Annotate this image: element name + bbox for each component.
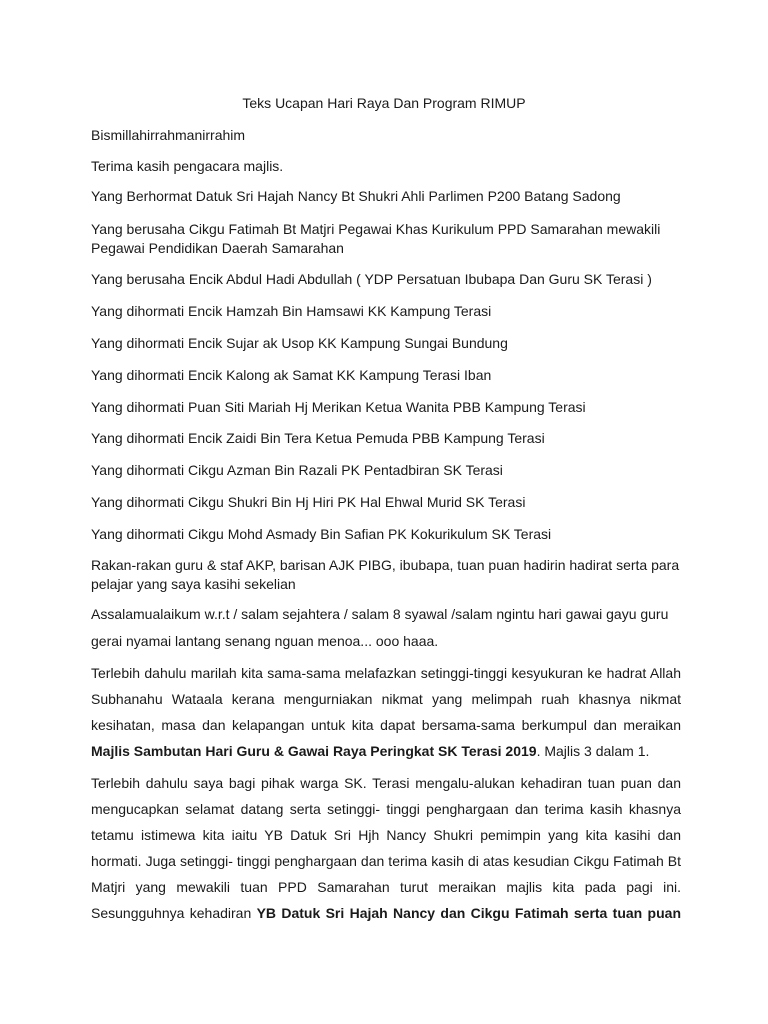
- salutation-line: Yang berusaha Encik Abdul Hadi Abdullah ( YDP Persatuan Ibubapa Dan Guru SK Terasi ): [91, 271, 652, 287]
- paragraph-line: Subhanahu Wataala kerana mengurniakan nikmat yang melimpah ruah khasnya nikmat: [91, 691, 681, 707]
- salutation-line: Yang dihormati Encik Kalong ak Samat KK Kampung Terasi Iban: [91, 367, 492, 383]
- rakan-line: Rakan-rakan guru & staf AKP, barisan AJK PIBG, ibubapa, tuan puan hadirin hadirat serta para: [91, 557, 680, 573]
- thanks-line: Terima kasih pengacara majlis.: [91, 158, 284, 174]
- salutation-line: Yang dihormati Puan Siti Mariah Hj Merikan Ketua Wanita PBB Kampung Terasi: [91, 399, 586, 415]
- salutation-line: Yang dihormati Cikgu Azman Bin Razali PK Pentadbiran SK Terasi: [91, 462, 503, 478]
- paragraph-line: [91, 900, 681, 926]
- paragraph-line: Terlebih dahulu saya bagi pihak warga SK. Terasi mengalu-alukan kehadiran tuan puan dan: [91, 775, 681, 791]
- paragraph-line: kesihatan, masa dan kelapangan untuk kita dapat bersama-sama berkumpul dan meraikan: [91, 717, 681, 733]
- salutation-line: Yang dihormati Encik Hamzah Bin Hamsawi KK Kampung Terasi: [91, 303, 492, 319]
- paragraph-text: Sesungguhnya kehadiran: [91, 905, 257, 921]
- paragraph-line: mengucapkan selamat datang serta setinggi- tinggi penghargaan dan terima kasih khasnya: [91, 801, 681, 817]
- document-title: Teks Ucapan Hari Raya Dan Program RIMUP: [242, 95, 526, 111]
- paragraph-line: Terlebih dahulu marilah kita sama-sama melafazkan setinggi-tinggi kesyukuran ke hadrat Allah: [91, 665, 681, 681]
- event-name: Majlis Sambutan Hari Guru & Gawai Raya Peringkat SK Terasi 2019: [91, 743, 537, 759]
- paragraph-line: hormati. Juga setinggi- tinggi penghargaan dan terima kasih di atas kesudian Cikgu Fatimah Bt: [91, 853, 681, 869]
- salutation-line: Pegawai Pendidikan Daerah Samarahan: [91, 240, 344, 256]
- paragraph-line: tetamu istimewa kita iaitu YB Datuk Sri Hjh Nancy Shukri pemimpin yang kita kasihi dan: [91, 827, 681, 843]
- salam-line: gerai nyamai lantang senang nguan menoa... ooo haaa.: [91, 633, 439, 649]
- salutation-line: Yang berusaha Cikgu Fatimah Bt Matjri Pegawai Khas Kurikulum PPD Samarahan mewakili: [91, 221, 661, 237]
- opening-line: Bismillahirrahmanirrahim: [91, 127, 246, 143]
- salam-line: Assalamualaikum w.r.t / salam sejahtera / salam 8 syawal /salam ngintu hari gawai gayu guru: [91, 606, 669, 622]
- salutation-line: Yang dihormati Encik Sujar ak Usop KK Kampung Sungai Bundung: [91, 335, 508, 351]
- paragraph-line: [91, 738, 681, 764]
- salutation-line: Yang dihormati Encik Zaidi Bin Tera Ketua Pemuda PBB Kampung Terasi: [91, 430, 545, 446]
- salutation-line: Yang Berhormat Datuk Sri Hajah Nancy Bt Shukri Ahli Parlimen P200 Batang Sadong: [91, 188, 621, 204]
- guests-names: YB Datuk Sri Hajah Nancy dan Cikgu Fatimah serta tuan puan: [256, 905, 681, 921]
- paragraph-syukur: [91, 660, 681, 764]
- paragraph-tail: . Majlis 3 dalam 1.: [536, 743, 650, 759]
- paragraph-line: Matjri yang mewakili tuan PPD Samarahan turut meraikan majlis kita pada pagi ini.: [91, 879, 681, 895]
- salutation-line: Yang dihormati Cikgu Shukri Bin Hj Hiri PK Hal Ehwal Murid SK Terasi: [91, 494, 526, 510]
- rakan-line: pelajar yang saya kasihi sekelian: [91, 576, 296, 592]
- salutation-line: Yang dihormati Cikgu Mohd Asmady Bin Safian PK Kokurikulum SK Terasi: [91, 526, 552, 542]
- paragraph-welcome: [91, 770, 681, 926]
